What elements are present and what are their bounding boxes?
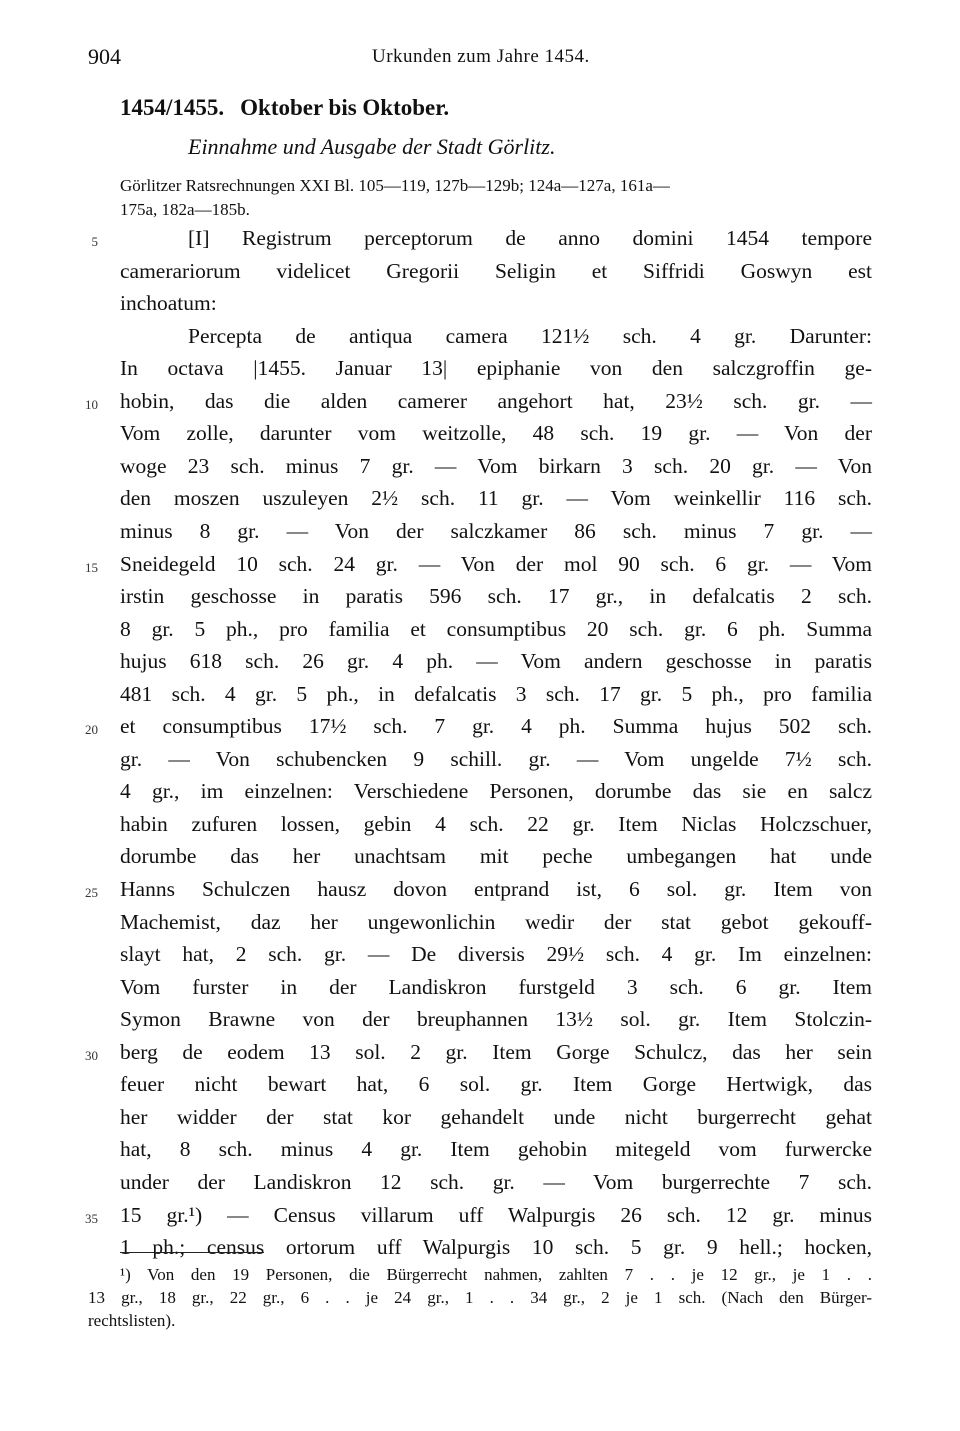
line-number: 25 <box>85 885 98 900</box>
footnote-rule <box>120 1252 264 1253</box>
heading-year: 1454/1455. <box>120 95 225 120</box>
body-line: hat, 8 sch. minus 4 gr. Item gehobin mitegeld vom furwercke <box>120 1137 872 1162</box>
body-line: hobin, das die alden camerer angehort hat, 23½ sch. gr. — <box>120 388 872 413</box>
body-line: Symon Brawne von der breuphannen 13½ sol. gr. Item Stolczin- <box>120 1007 872 1032</box>
line-number: 5 <box>91 234 98 249</box>
body-line: Vom zolle, darunter vom weitzolle, 48 sch. 19 gr. — Von der <box>120 421 872 446</box>
document-subtitle: Einnahme und Ausgabe der Stadt Görlitz. <box>188 134 556 159</box>
running-head: Urkunden zum Jahre 1454. <box>372 46 590 67</box>
line-number: 35 <box>85 1210 98 1226</box>
body-line: 1 ph.; census ortorum uff Walpurgis 10 sch. 5 gr. 9 hell.; hocken, <box>120 1235 872 1260</box>
body-line: camerariorum videlicet Gregorii Seligin et Siffridi Goswyn est <box>120 258 872 283</box>
line-number: 15 <box>85 559 98 575</box>
heading-period: Oktober bis Oktober. <box>240 95 450 120</box>
body-line: 481 sch. 4 gr. 5 ph., in defalcatis 3 sch. 17 gr. 5 ph., pro familia <box>120 681 872 706</box>
body-line: Percepta de antiqua camera 121½ sch. 4 gr. Darunter: <box>188 323 872 348</box>
body-line: irstin geschosse in paratis 596 sch. 17 gr., in defalcatis 2 sch. <box>120 584 872 609</box>
body-line: Sneidegeld 10 sch. 24 gr. — Von der mol 90 sch. 6 gr. — Vom <box>120 551 872 576</box>
body-line: 4 gr., im einzelnen: Verschiedene Personen, dorumbe das sie en salcz <box>120 779 872 804</box>
body-line: under der Landiskron 12 sch. gr. — Vom burgerrechte 7 sch. <box>120 1169 872 1194</box>
body-line: dorumbe das her unachtsam mit peche umbegangen hat unde <box>120 844 872 869</box>
footnote-line: ¹) Von den 19 Personen, die Bürgerrecht nahmen, zahlten 7 . . je 12 gr., je 1 . . <box>120 1265 872 1284</box>
body-line: [I] Registrum perceptorum de anno domini 1454 tempore <box>188 226 872 250</box>
body-line: Machemist, daz her ungewonlichin wedir der stat gebot gekouff- <box>120 909 872 934</box>
body-line: feuer nicht bewart hat, 6 sol. gr. Item Gorge Hertwigk, das <box>120 1072 872 1097</box>
body-line: In octava |1455. Januar 13| epiphanie von den salczgroffin ge- <box>120 356 872 381</box>
body-line: gr. — Von schubencken 9 schill. gr. — Vom ungelde 7½ sch. <box>120 746 872 771</box>
source-line: Görlitzer Ratsrechnungen XXI Bl. 105—119, 127b—129b; 124a—127a, 161a— <box>120 176 670 195</box>
body-line: berg de eodem 13 sol. 2 gr. Item Gorge Schulcz, das her sein <box>120 1039 872 1064</box>
line-number: 20 <box>85 722 98 738</box>
footnote-line: 13 gr., 18 gr., 22 gr., 6 . . je 24 gr., 1 . . 34 gr., 2 je 1 sch. (Nach den Bürger- <box>88 1288 872 1307</box>
body-line: 8 gr. 5 ph., pro familia et consumptibus 20 sch. gr. 6 ph. Summa <box>120 616 872 641</box>
source-line: 175a, 182a—185b. <box>120 200 250 219</box>
body-line: woge 23 sch. minus 7 gr. — Vom birkarn 3 sch. 20 gr. — Von <box>120 453 872 478</box>
body-line: Vom furster in der Landiskron furstgeld 3 sch. 6 gr. Item <box>120 974 872 999</box>
body-line: hujus 618 sch. 26 gr. 4 ph. — Vom andern geschosse in paratis <box>120 649 872 674</box>
body-line: inchoatum: <box>120 291 217 316</box>
body-line: her widder der stat kor gehandelt unde nicht burgerrecht gehat <box>120 1104 872 1129</box>
body-line: et consumptibus 17½ sch. 7 gr. 4 ph. Summa hujus 502 sch. <box>120 714 872 739</box>
body-line: den moszen uszuleyen 2½ sch. 11 gr. — Vom weinkellir 116 sch. <box>120 486 872 511</box>
line-number: 10 <box>85 396 98 412</box>
document-heading <box>120 95 449 121</box>
footnote-line: rechtslisten). <box>88 1311 176 1330</box>
body-line: Hanns Schulczen hausz dovon entprand ist, 6 sol. gr. Item von <box>120 877 872 901</box>
body-line: habin zufuren lossen, gebin 4 sch. 22 gr. Item Niclas Holczschuer, <box>120 811 872 836</box>
body-line: minus 8 gr. — Von der salczkamer 86 sch. minus 7 gr. — <box>120 518 872 543</box>
body-line: slayt hat, 2 sch. gr. — De diversis 29½ sch. 4 gr. Im einzelnen: <box>120 942 872 967</box>
page-number: 904 <box>88 44 121 69</box>
body-line: 15 gr.¹) — Census villarum uff Walpurgis 26 sch. 12 gr. minus <box>120 1202 872 1227</box>
line-number: 30 <box>85 1047 98 1063</box>
